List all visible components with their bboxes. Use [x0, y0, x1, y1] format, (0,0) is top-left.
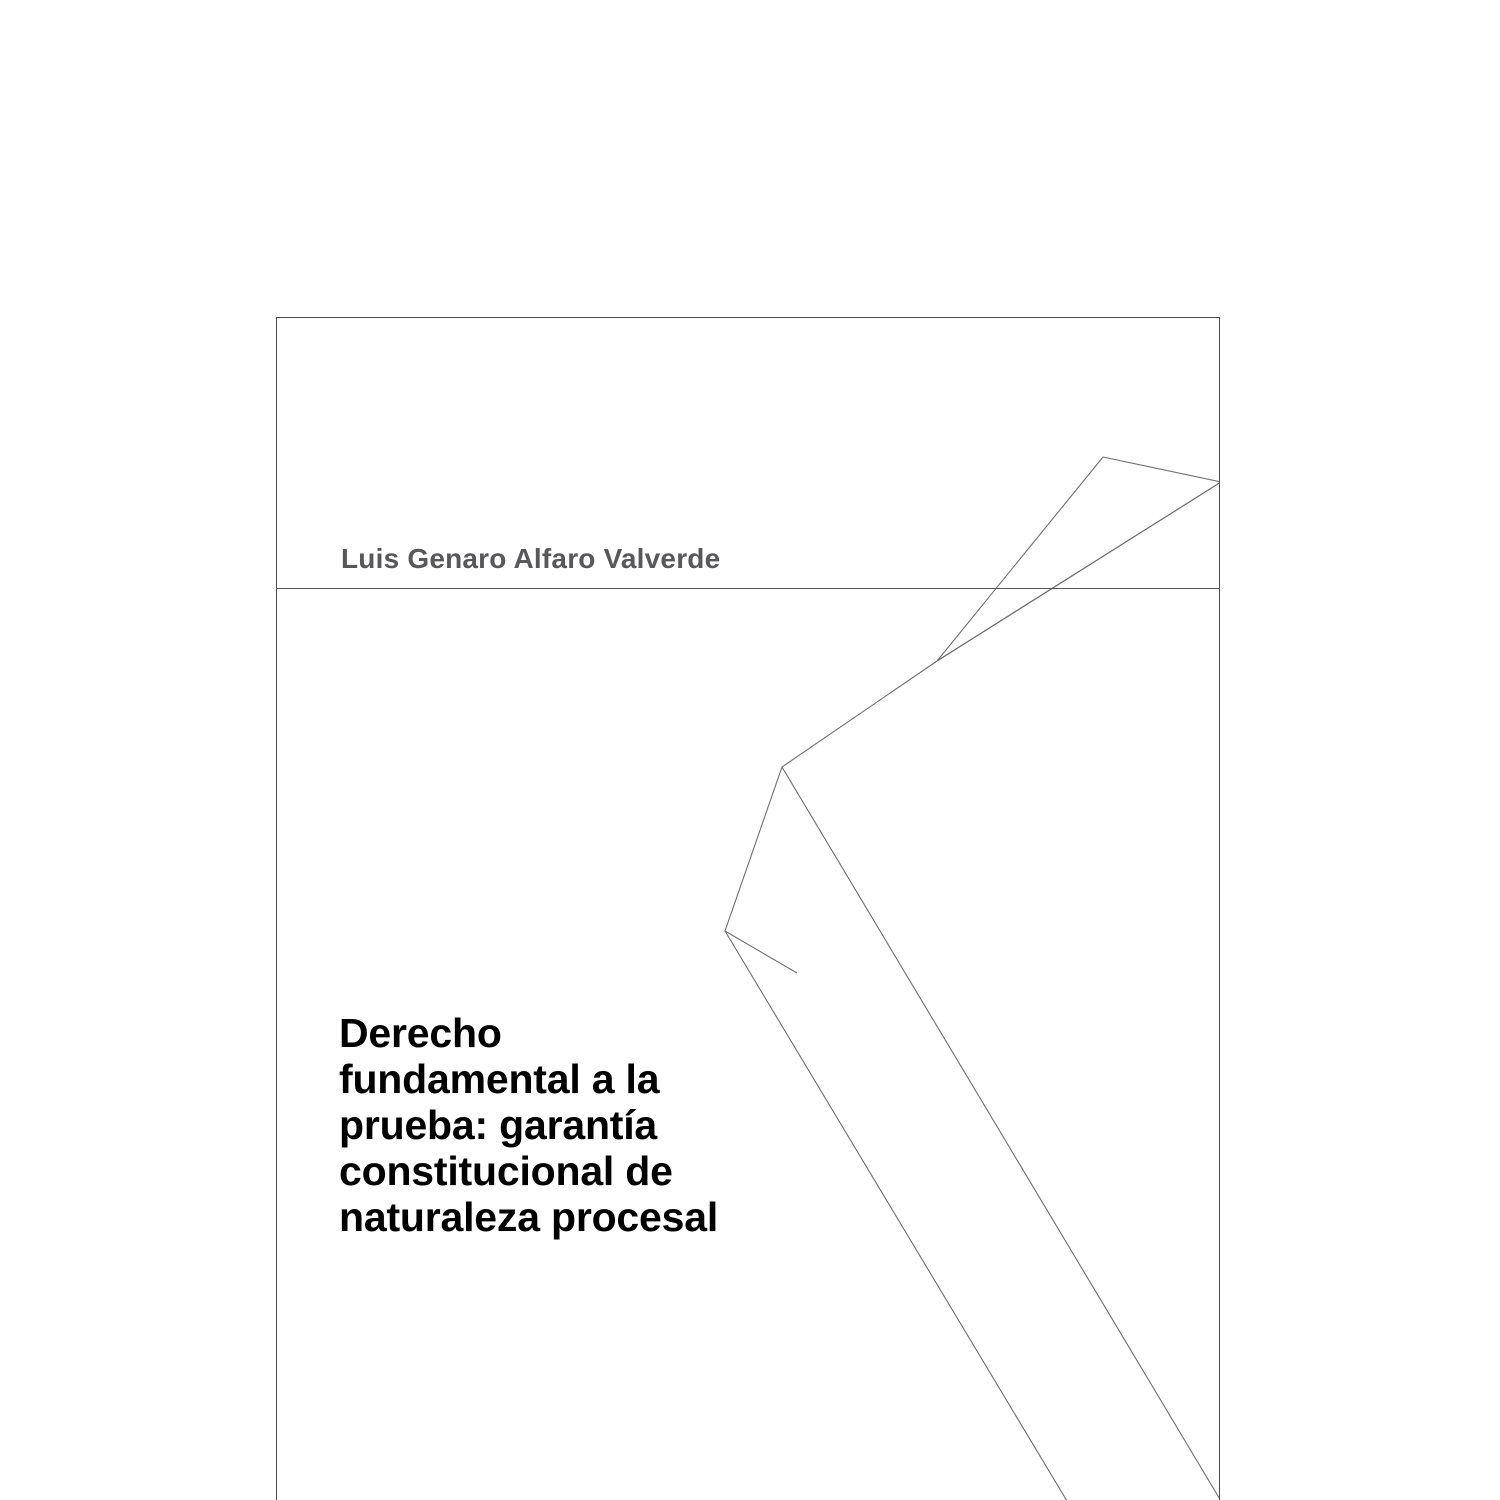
author-divider [277, 588, 1220, 589]
title-line-2: fundamental a la [339, 1055, 660, 1102]
title-line-4: constitucional de [339, 1147, 673, 1194]
title-line-1: Derecho [339, 1010, 502, 1056]
book-title [339, 1011, 809, 1241]
title-line-3: prueba: garantía [339, 1101, 658, 1148]
author-name: Luis Genaro Alfaro Valverde [341, 543, 721, 574]
title-line-5: naturaleza procesal [339, 1193, 719, 1240]
folded-paper-line-art-icon [277, 318, 1220, 1500]
book-cover [276, 317, 1220, 1500]
